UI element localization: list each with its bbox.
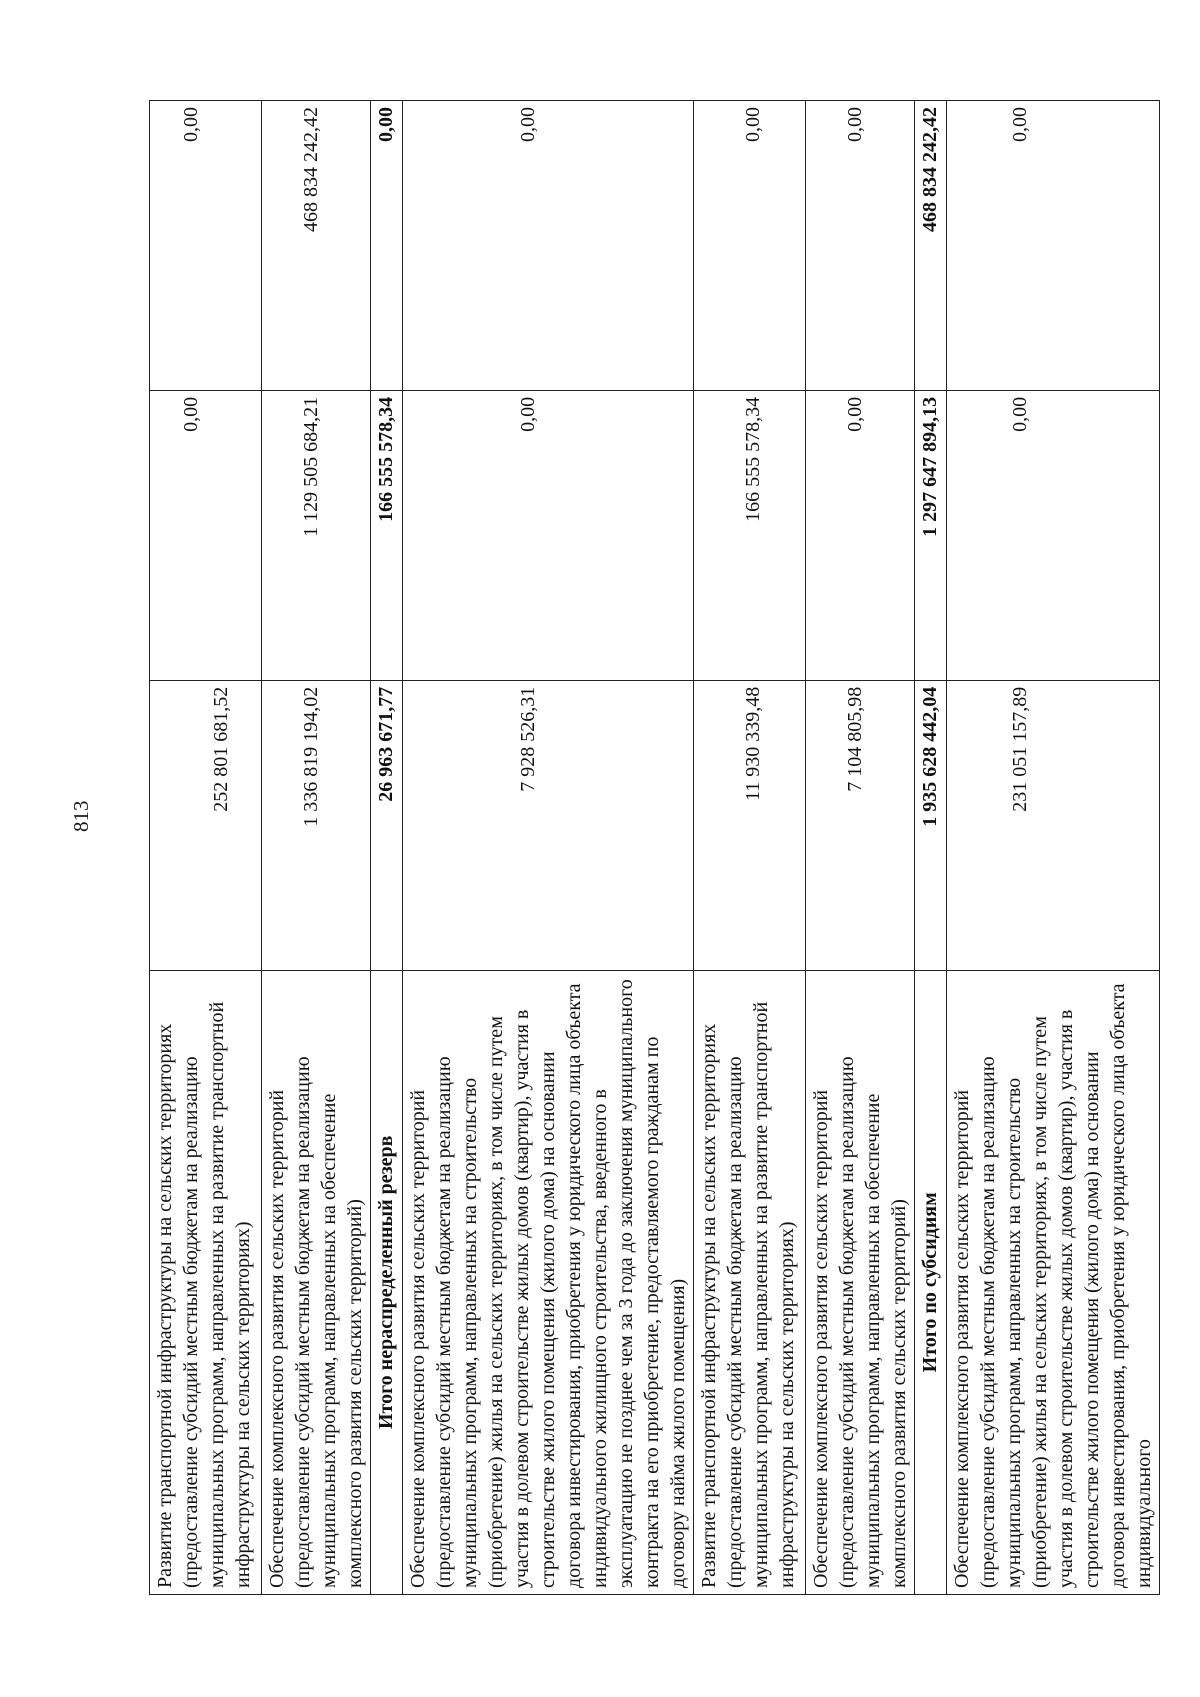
table-row (947, 101, 1160, 1595)
value-col-2: 0,00 (947, 390, 1160, 680)
row-name: Обеспечение комплексного развития сельских территорий (предоставление субсидий местным бюджетам на реализацию муниципальных программ, направленных на строительство (приобретение) жилья на сельских территориях, в том числе путем участия в долевом строительстве жилых домов (квартир), участия в строительстве жилого помещения (жилого дома) на основании договора инвестирования, приобретения у юридического лица объекта индивидуального жилищного строительства, введенного в эксплуатацию не позднее чем за 3 года до заключения муниципального контракта на его приобретение, предоставляемого гражданам по договору найма жилого помещения) (403, 970, 694, 1594)
value-col-3: 0,00 (371, 101, 403, 391)
subsidy-table (149, 100, 1160, 1595)
value-col-1: 252 801 681,52 (150, 680, 262, 970)
value-col-3: 0,00 (150, 101, 262, 391)
value-col-1: 1 935 628 442,04 (915, 680, 947, 970)
row-name: Итого по субсидиям (915, 970, 947, 1594)
value-col-3: 0,00 (694, 101, 806, 391)
row-name: Развитие транспортной инфраструктуры на сельских территориях (предоставление субсидий местным бюджетам на реализацию муниципальных программ, направленных на развитие транспортной инфраструктуры на сельских территориях) (150, 970, 262, 1594)
value-col-3: 0,00 (806, 101, 915, 391)
row-name: Развитие транспортной инфраструктуры на сельских территориях (предоставление субсидий местным бюджетам на реализацию муниципальных программ, направленных на развитие транспортной инфраструктуры на сельских территориях) (694, 970, 806, 1594)
row-name: Обеспечение комплексного развития сельских территорий (предоставление субсидий местным бюджетам на реализацию муниципальных программ, направленных на строительство (приобретение) жилья на сельских территориях, в том числе путем участия в долевом строительстве жилых домов (квартир), участия в строительстве жилого помещения (жилого дома) на основании договора инвестирования, приобретения у юридического лица объекта индивидуального (947, 970, 1160, 1594)
row-name: Итого нераспределенный резерв (371, 970, 403, 1594)
table-row (403, 101, 694, 1595)
value-col-2: 0,00 (150, 390, 262, 680)
table-row (262, 101, 371, 1595)
value-col-1: 7 928 526,31 (403, 680, 694, 970)
value-col-1: 11 930 339,48 (694, 680, 806, 970)
value-col-3: 0,00 (403, 101, 694, 391)
page-number: 813 (69, 800, 93, 832)
table-row (150, 101, 262, 1595)
value-col-2: 0,00 (403, 390, 694, 680)
value-col-1: 26 963 671,77 (371, 680, 403, 970)
table-row (694, 101, 806, 1595)
value-col-3: 468 834 242,42 (915, 101, 947, 391)
table-row (806, 101, 915, 1595)
value-col-1: 7 104 805,98 (806, 680, 915, 970)
row-name: Обеспечение комплексного развития сельских территорий (предоставление субсидий местным бюджетам на реализацию муниципальных программ, направленных на обеспечение комплексного развития сельских территорий) (806, 970, 915, 1594)
total-row (915, 101, 947, 1595)
rotated-table-container (149, 100, 1155, 1595)
value-col-2: 1 297 647 894,13 (915, 390, 947, 680)
value-col-3: 0,00 (947, 101, 1160, 391)
subtotal-row (371, 101, 403, 1595)
value-col-1: 231 051 157,89 (947, 680, 1160, 970)
value-col-1: 1 336 819 194,02 (262, 680, 371, 970)
value-col-2: 0,00 (806, 390, 915, 680)
value-col-2: 1 129 505 684,21 (262, 390, 371, 680)
row-name: Обеспечение комплексного развития сельских территорий (предоставление субсидий местным бюджетам на реализацию муниципальных программ, направленных на обеспечение комплексного развития сельских территорий) (262, 970, 371, 1594)
value-col-2: 166 555 578,34 (694, 390, 806, 680)
value-col-3: 468 834 242,42 (262, 101, 371, 391)
value-col-2: 166 555 578,34 (371, 390, 403, 680)
